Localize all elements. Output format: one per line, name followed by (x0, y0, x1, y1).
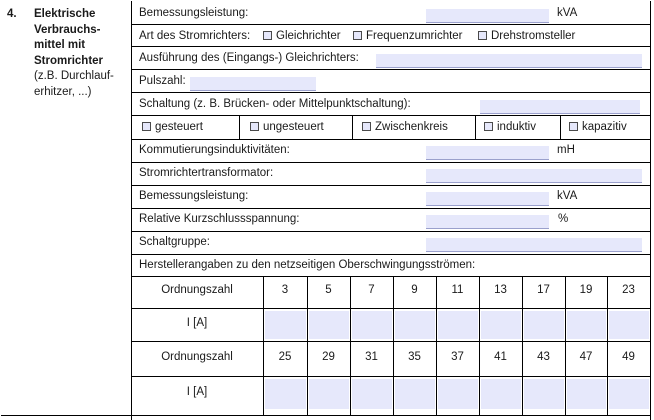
harmonic-current-input[interactable] (567, 311, 606, 339)
label-art-stromrichter: Art des Stromrichters: (139, 30, 251, 42)
row-sep (131, 24, 651, 25)
harmonic-order: 13 (494, 284, 507, 296)
right-border (650, 1, 651, 420)
harmonic-order: 17 (537, 284, 550, 296)
harmonics-row-line (131, 308, 651, 309)
harmonic-current-input[interactable] (309, 379, 349, 409)
input-kurzschluss[interactable] (426, 215, 549, 229)
harmonics-col-line (522, 276, 523, 415)
row-sep (131, 231, 651, 232)
harmonics-col-line (479, 276, 480, 415)
harmonic-order: 3 (281, 284, 289, 296)
checkbox-ungesteuert[interactable] (250, 122, 259, 131)
input-transformator[interactable] (426, 169, 642, 183)
harmonic-current-input[interactable] (352, 311, 392, 339)
checkbox-frequenzumrichter[interactable] (353, 31, 362, 40)
input-kommutierung[interactable] (426, 146, 549, 160)
input-schaltgruppe[interactable] (426, 238, 642, 252)
option-kapazitiv[interactable] (569, 121, 627, 133)
option-label: ungesteuert (263, 121, 324, 133)
label-pulszahl: Pulszahl: (139, 75, 186, 87)
row-sep (131, 92, 651, 93)
harmonic-current-input[interactable] (265, 311, 306, 339)
row-transformator (134, 167, 650, 183)
unit-kva-2: kVA (557, 190, 578, 202)
checkbox-gleichrichter[interactable] (263, 31, 272, 40)
option-label: Zwischenkreis (375, 121, 448, 133)
input-schaltung[interactable] (480, 100, 640, 114)
checkbox-kapazitiv[interactable] (569, 122, 578, 131)
harmonics-col-line (565, 276, 566, 415)
option-sep (239, 115, 240, 139)
harmonics-col-line (607, 276, 608, 415)
harmonic-current-input[interactable] (265, 379, 306, 409)
option-label: Gleichrichter (276, 30, 341, 42)
input-pulszahl[interactable] (190, 77, 316, 91)
section-title: Elektrische Verbrauchs-mittel mit Stromrichter (34, 8, 104, 67)
row-sep (131, 46, 651, 47)
option-gleichrichter[interactable] (263, 30, 341, 42)
label-schaltung: Schaltung (z. B. Brücken- oder Mittelpunktschaltung): (139, 98, 411, 110)
row-bemessungsleistung-1 (134, 7, 650, 23)
unit-kva: kVA (557, 7, 578, 19)
harmonic-current-input[interactable] (609, 379, 649, 409)
form-section-4 (1, 1, 652, 420)
option-frequenzumrichter[interactable] (353, 30, 463, 42)
harmonics-header-row (134, 259, 650, 275)
option-label: kapazitiv (582, 121, 627, 133)
row-kommutierung (134, 144, 650, 160)
option-label: induktiv (497, 121, 536, 133)
harmonic-order: 5 (325, 284, 332, 296)
option-induktiv[interactable] (484, 121, 536, 133)
harmonic-current-input[interactable] (481, 311, 521, 339)
option-sep (352, 115, 353, 139)
row-schaltgruppe (134, 236, 650, 252)
label-bemessungsleistung: Bemessungsleistung: (139, 7, 249, 19)
checkbox-drehstromsteller[interactable] (478, 31, 487, 40)
section-subtitle: (z.B. Durchlauf-erhitzer, ...) (34, 70, 114, 98)
harmonics-col-line (263, 276, 264, 415)
harmonic-current-input[interactable] (395, 379, 435, 409)
unit-mh: mH (557, 144, 575, 156)
order-label: Ordnungszahl (161, 284, 233, 296)
harmonics-col-line (307, 276, 308, 415)
label-kurzschluss: Relative Kurzschlussspannung: (139, 213, 300, 225)
row-sep (131, 115, 651, 116)
row-sep (131, 276, 651, 277)
harmonics-row-line (131, 341, 651, 342)
harmonics-col-line (393, 276, 394, 415)
harmonic-order: 41 (494, 350, 507, 363)
harmonic-current-input[interactable] (395, 311, 435, 339)
row-bemessungsleistung-2 (134, 190, 650, 206)
option-gesteuert[interactable] (142, 121, 203, 133)
row-ausfuehrung (134, 52, 650, 68)
harmonic-order: 43 (537, 350, 550, 363)
input-bemessungsleistung[interactable] (426, 9, 549, 23)
row-pulszahl (134, 75, 650, 91)
harmonics-header: Herstellerangaben zu den netzseitigen Oberschwingungsströmen: (139, 259, 476, 271)
option-zwischenkreis[interactable] (362, 121, 448, 133)
row-schaltung-options (134, 121, 650, 138)
option-ungesteuert[interactable] (250, 121, 324, 133)
harmonic-current-input[interactable] (567, 379, 606, 409)
input-bemessungsleistung-2[interactable] (426, 192, 549, 206)
option-label: Drehstromsteller (491, 30, 576, 42)
input-ausfuehrung[interactable] (376, 54, 642, 68)
harmonics-col-line (350, 276, 351, 415)
harmonic-order: 19 (579, 284, 593, 296)
option-sep (560, 115, 561, 139)
harmonic-current-input[interactable] (524, 379, 564, 409)
harmonic-order: 11 (451, 284, 464, 296)
harmonic-order: 49 (622, 350, 635, 363)
harmonic-order: 9 (411, 284, 418, 296)
option-label: Frequenzumrichter (366, 30, 463, 42)
checkbox-gesteuert[interactable] (142, 122, 151, 131)
harmonic-current-input[interactable] (309, 311, 349, 339)
current-label: I [A] (186, 316, 208, 329)
row-kurzschluss (134, 213, 650, 229)
harmonic-order: 31 (365, 350, 378, 363)
row-sep (131, 139, 651, 140)
harmonic-order: 25 (278, 350, 292, 363)
label-ausfuehrung: Ausführung des (Eingangs-) Gleichrichters: (139, 52, 359, 64)
label-schaltgruppe: Schaltgruppe: (139, 236, 210, 248)
harmonic-order: 29 (322, 350, 335, 363)
section-number: 4. (7, 8, 17, 20)
harmonic-current-input[interactable] (438, 379, 478, 409)
row-sep (131, 162, 651, 163)
harmonics-col-line (436, 276, 437, 415)
option-label: gesteuert (155, 121, 203, 133)
harmonic-current-input[interactable] (609, 311, 649, 339)
option-drehstromsteller[interactable] (478, 30, 575, 42)
label-bemessungsleistung-2: Bemessungsleistung: (139, 190, 249, 202)
checkbox-induktiv[interactable] (484, 122, 493, 131)
bottom-border (1, 415, 651, 416)
current-label: I [A] (186, 385, 208, 398)
harmonics-row-line (131, 376, 651, 377)
unit-percent: % (558, 213, 569, 225)
row-sep (131, 208, 651, 209)
order-label: Ordnungszahl (161, 350, 233, 363)
label-kommutierung: Kommutierungsinduktivitäten: (139, 144, 290, 156)
harmonic-current-input[interactable] (524, 311, 564, 339)
harmonic-order: 7 (368, 284, 375, 296)
checkbox-zwischenkreis[interactable] (362, 122, 371, 131)
row-sep (131, 185, 651, 186)
harmonic-order: 37 (451, 350, 464, 363)
harmonic-current-input[interactable] (438, 311, 478, 339)
row-schaltung (134, 98, 650, 114)
harmonic-current-input[interactable] (352, 379, 392, 409)
harmonic-order: 23 (622, 284, 635, 296)
harmonic-current-input[interactable] (481, 379, 521, 409)
harmonic-order: 47 (579, 350, 593, 363)
harmonic-order: 35 (408, 350, 421, 363)
row-sep (131, 254, 651, 255)
option-sep (475, 115, 476, 139)
row-sep (131, 69, 651, 70)
row-art-stromrichter (134, 30, 650, 46)
label-transformator: Stromrichtertransformator: (139, 167, 274, 179)
